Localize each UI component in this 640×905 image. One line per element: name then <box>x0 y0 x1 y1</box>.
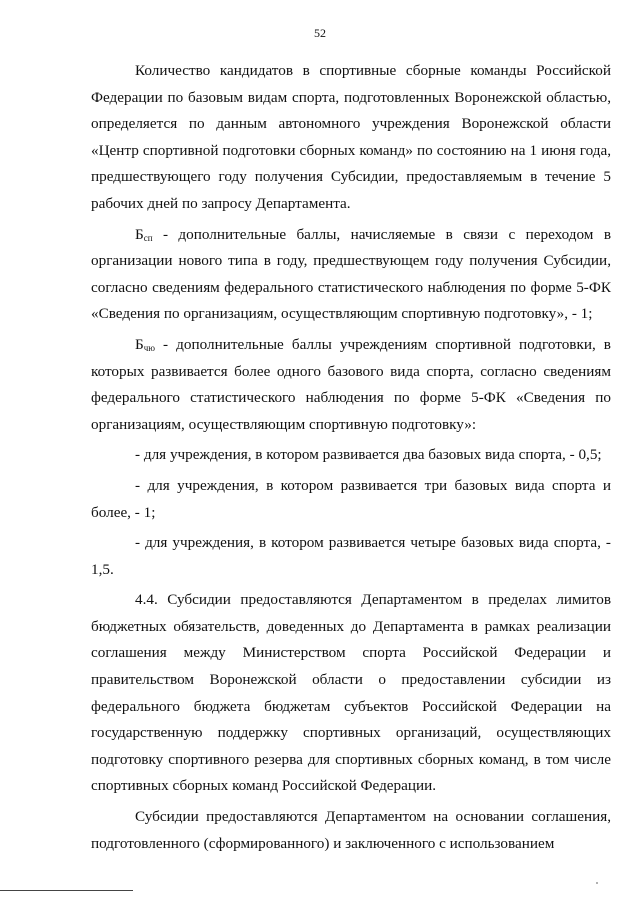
symbol-b-nu: $Б_{чю}$ <box>135 335 155 353</box>
list-item-three-sports: - для учреждения, в котором развивается три базовых вида спорта и более, - 1; <box>91 476 611 521</box>
document-body <box>91 58 611 857</box>
list-item-two-sports: - для учреждения, в котором развивается два базовых вида спорта, - 0,5; <box>135 446 602 464</box>
symbol-b-sp: $Б_{сп}$ <box>135 225 153 243</box>
paragraph-section-4-4: 4.4. Субсидии предоставляются Департаментом в пределах лимитов бюджетных обязательств, доведенных до Департамента в рамках реализации соглашения между Министерством спорта Российской Федерации и правительством Воронежской области о предоставлении субсидии из федерального бюджета бюджетам субъектов Российской Федерации на государственную поддержку спортивных организаций, осуществляющих подготовку спортивного резерва для спортивных сборных команд, в том числе спортивных сборных команд Российской Федерации. <box>91 591 611 795</box>
scan-mark <box>596 882 598 884</box>
paragraph-agreement: Субсидии предоставляются Департаментом на основании соглашения, подготовленного (сформированного) и заключенного с использованием <box>91 808 611 852</box>
list-item-four-sports: - для учреждения, в котором развивается четыре базовых вида спорта, - 1,5. <box>91 534 611 578</box>
paragraph-b-sp: $Б_{сп}$ - дополнительные баллы, начисляемые в связи с переходом в организации нового типа в году, предшествующем году получения Субсидии, согласно сведениям федерального статистического наблюдения по форме 5-ФК «Сведения по организациям, осуществляющим спортивную подготовку», - 1; <box>91 225 611 323</box>
paragraph-b-nu: $Б_{чю}$ - дополнительные баллы учреждениям спортивной подготовки, в которых развивается более одного базового вида спорта, согласно сведениям федерального статистического наблюдения по форме 5-ФК «Сведения по организациям, осуществляющим спортивную подготовку»: <box>91 335 611 433</box>
paragraph-candidates-count: Количество кандидатов в спортивные сборные команды Российской Федерации по базовым видам спорта, подготовленных Воронежской областью, определяется по данным автономного учреждения Воронежской области «Центр спортивной подготовки сборных команд» по состоянию на 1 июня года, предшествующего году получения Субсидии, предоставляемым в течение 5 рабочих дней по запросу Департамента. <box>91 62 611 212</box>
footer-rule <box>0 890 133 891</box>
page-number: 52 <box>314 26 326 40</box>
